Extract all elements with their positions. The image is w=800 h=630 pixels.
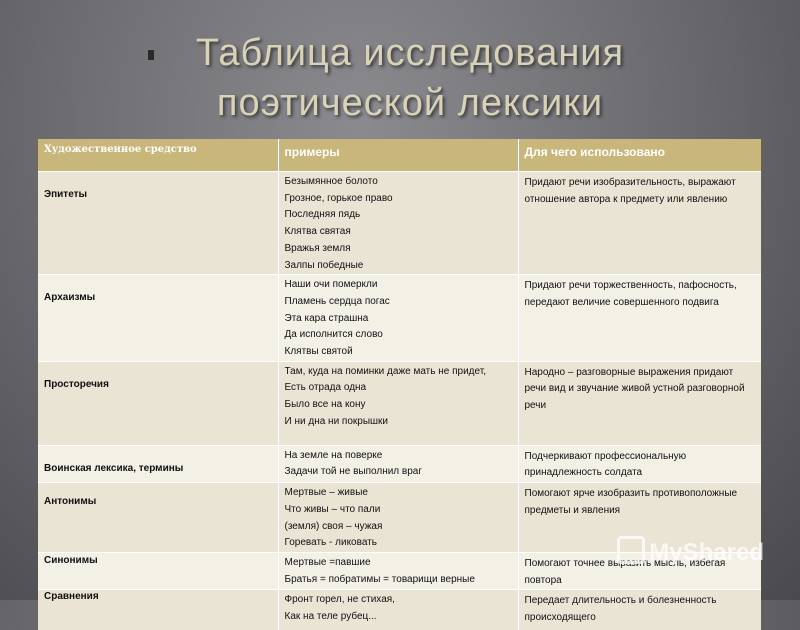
header-purpose: Для чего использовано: [518, 139, 761, 172]
table-row: [38, 275, 761, 362]
example-line: Последняя пядь: [284, 209, 361, 221]
table-row: [38, 445, 761, 482]
device-name: Просторечия: [44, 378, 109, 390]
cell-device: [38, 552, 278, 589]
cell-purpose: [518, 172, 761, 275]
table-row: [38, 590, 761, 630]
cell-examples: [278, 590, 518, 630]
device-name: Воинская лексика, термины: [44, 462, 184, 474]
table-row: [38, 361, 761, 445]
purpose-text: Помогают ярче изобразить противоположные предметы и явления: [524, 488, 738, 516]
cell-device: [38, 275, 278, 362]
table-row: [38, 172, 761, 275]
example-line: И ни дна ни покрышки: [284, 415, 389, 427]
purpose-text: Передает длительность и болезненность происходящего: [524, 595, 717, 624]
example-line: Было все на кону: [284, 399, 366, 411]
header-examples: примеры: [278, 139, 518, 172]
example-line: Клятвы святой: [284, 346, 353, 358]
slide-title: Таблица исследования поэтической лексики: [195, 32, 625, 124]
example-line: Задачи той не выполнил враг: [284, 466, 423, 478]
cell-purpose: [518, 361, 761, 445]
example-line: Безымянное болото: [284, 176, 378, 187]
example-line: Мертвые =павшие: [284, 556, 371, 568]
cell-purpose: [518, 445, 761, 482]
device-name: Антонимы: [44, 496, 97, 508]
example-line: Пламень сердца погас: [284, 295, 390, 307]
purpose-text: Придают речи торжественность, пафосность, передают величие совершенного подвига: [524, 280, 737, 308]
cell-purpose: [518, 590, 761, 630]
example-line: Наши очи померкли: [284, 279, 378, 291]
example-line: Что живы – что пали: [284, 503, 381, 515]
cell-purpose: [518, 275, 761, 362]
example-line: Есть отрада одна: [284, 382, 367, 394]
cell-device: [38, 172, 278, 275]
cell-examples: [278, 552, 518, 589]
example-line: Да исполнится слово: [284, 329, 383, 341]
example-line: Клятва святая: [284, 226, 351, 238]
device-name: Архаизмы: [44, 292, 96, 304]
example-line: Там, куда на поминки даже мать не придет,: [284, 365, 486, 377]
logo-icon: [617, 536, 645, 564]
purpose-text: Подчеркивают профессиональную принадлежность солдата: [524, 450, 687, 479]
cell-device: [38, 483, 278, 553]
example-line: Залпы победные: [284, 259, 364, 271]
example-line: На земле на поверке: [284, 449, 383, 461]
example-line: Как на теле рубец...: [284, 611, 377, 623]
example-line: Вражья земля: [284, 242, 351, 254]
example-line: Фронт горел, не стихая,: [284, 594, 395, 606]
cell-device: [38, 590, 278, 630]
example-line: (земля) своя – чужая: [284, 520, 383, 532]
example-line: Братья = побратимы = товарищи верные: [284, 573, 475, 585]
purpose-text: Помогают точнее выразить мысль, избегая повтора: [524, 557, 726, 586]
device-name: Синонимы: [44, 554, 98, 566]
header-device: Художественное средство: [38, 139, 278, 172]
cell-device: [38, 361, 278, 445]
example-line: Горевать - ликовать: [284, 537, 377, 549]
example-line: Эта кара страшна: [284, 312, 369, 324]
watermark-logo: MyShared: [617, 536, 764, 567]
cell-examples: [278, 361, 518, 445]
device-name: Сравнения: [44, 591, 99, 603]
cell-device: [38, 445, 278, 482]
cell-examples: [278, 483, 518, 553]
purpose-text: Придают речи изобразительность, выражают отношение автора к предмету или явлению: [524, 177, 736, 205]
cell-examples: [278, 445, 518, 482]
example-line: Мертвые – живые: [284, 487, 368, 499]
table-header-row: [38, 139, 761, 172]
device-name: Эпитеты: [44, 189, 88, 200]
cell-examples: [278, 172, 518, 275]
cell-examples: [278, 275, 518, 362]
purpose-text: Народно – разговорные выражения придают речи вид и звучание живой устной разговорной речи: [524, 366, 745, 412]
example-line: Грозное, горькое право: [284, 192, 393, 204]
